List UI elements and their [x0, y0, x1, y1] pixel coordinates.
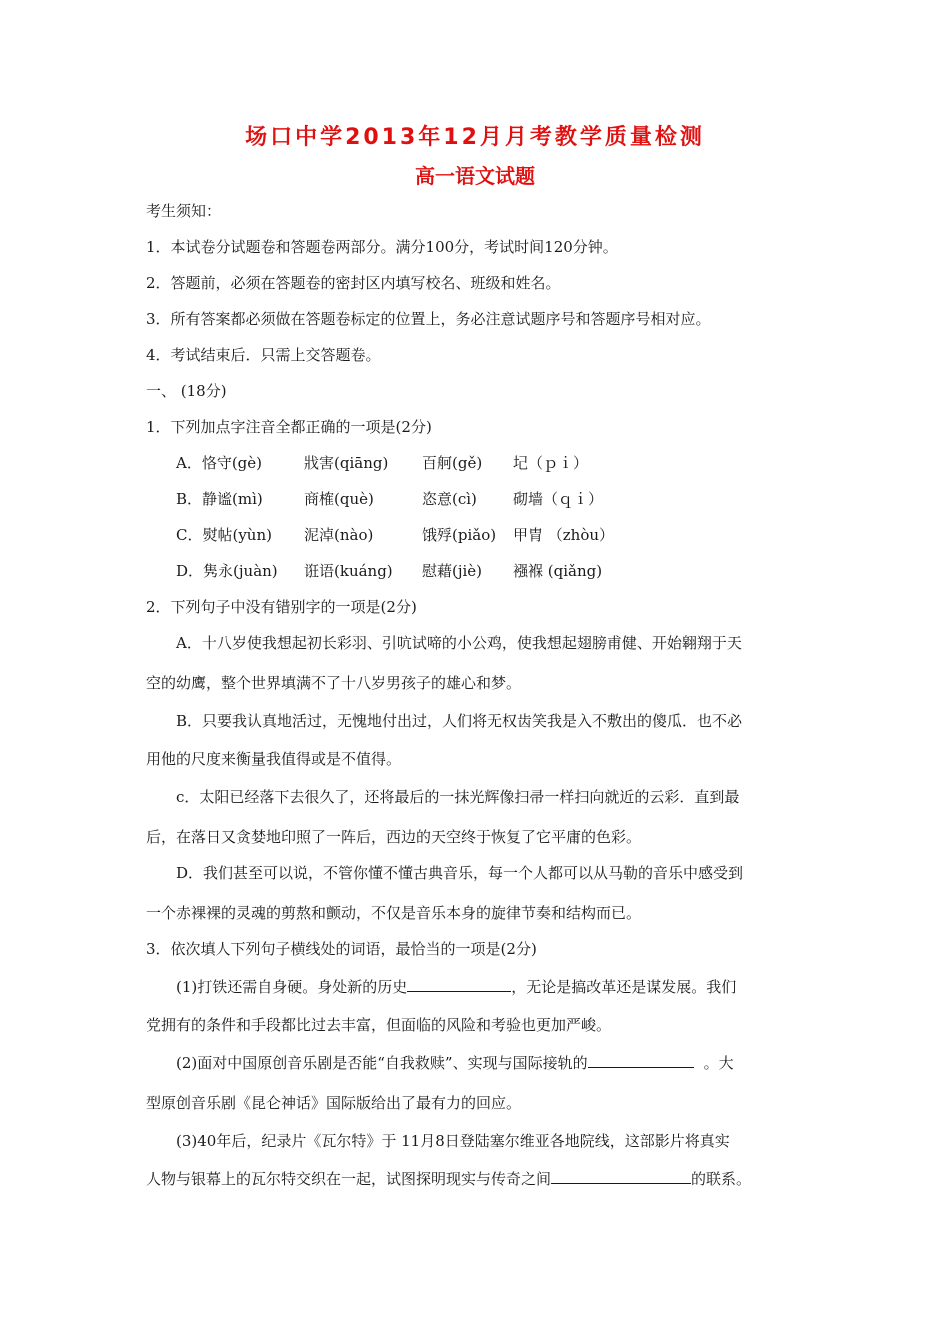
q1-option-b-word: 商榷(què) [304, 490, 374, 508]
notice-item: 1．本试卷分试题卷和答题卷两部分。满分100分，考试时间120分钟。 [146, 238, 618, 256]
q3-s3-text: 人物与银幕上的瓦尔特交织在一起，试图探明现实与传奇之间 [146, 1170, 552, 1188]
q2-option-d-line2: 一个赤裸裸的灵魂的剪熬和颤动，不仅是音乐本身的旋律节奏和结构而已。 [146, 904, 642, 922]
notice-item: 2．答题前，必须在答题卷的密封区内填写校名、班级和姓名。 [146, 274, 561, 292]
q3-s1-text: (1)打铁还需自身硬。身处新的历史 [176, 978, 408, 996]
q1-option-a-word: 圮（ｐｉ） [513, 454, 589, 472]
answer-blank [551, 1169, 691, 1184]
exam-title: 场口中学2013年12月月考教学质量检测 [245, 125, 705, 150]
q1-option-b-word: 恣意(cì) [422, 490, 477, 508]
question-1-stem: 1．下列加点字注音全都正确的一项是(2分) [146, 418, 432, 436]
notice-item: 3．所有答案都必须做在答题卷标定的位置上，务必注意试题序号和答题序号相对应。 [146, 310, 711, 328]
q1-option-c: C．熨帖(yùn) [176, 526, 272, 544]
answer-blank [588, 1053, 694, 1068]
section-heading: 一、 (18分) [146, 382, 227, 400]
q3-sentence-2-line1 [176, 1052, 734, 1073]
notice-heading: 考生须知： [146, 202, 222, 220]
q1-option-d-word: 慰藉(jiè) [422, 562, 483, 580]
q2-option-d-line1: D．我们甚至可以说，不管你懂不懂古典音乐，每一个人都可以从马勒的音乐中感受到 [176, 864, 744, 882]
exam-subtitle: 高一语文试题 [415, 164, 535, 188]
q2-option-b-line2: 用他的尺度来衡量我值得或是不值得。 [146, 750, 402, 768]
q1-option-a: A．恪守(gè) [176, 454, 263, 472]
q3-sentence-1-line2: 党拥有的条件和手段都比过去丰富，但面临的风险和考验也更加严峻。 [146, 1016, 612, 1034]
q3-s3-text: 的联系。 [691, 1170, 752, 1188]
q2-option-a-line1: A．十八岁使我想起初长彩羽、引吭试啼的小公鸡，使我想起翅膀甫健、开始翱翔于天 [176, 634, 742, 652]
q1-option-b: B．静谧(mì) [176, 490, 263, 508]
question-3-stem: 3．依次填人下列句子横线处的词语，最恰当的一项是(2分) [146, 940, 537, 958]
q1-option-a-word: 戕害(qiāng) [304, 454, 389, 472]
q1-option-d-word: 诳语(kuáng) [304, 562, 393, 580]
answer-blank [407, 977, 511, 992]
notice-item: 4．考试结束后．只需上交答题卷。 [146, 346, 381, 364]
q1-option-a-word: 百舸(gě) [422, 454, 483, 472]
q3-s2-text: (2)面对中国原创音乐剧是否能“自我救赎”、实现与国际接轨的 [176, 1054, 588, 1072]
q3-sentence-2-line2: 型原创音乐剧《昆仑神话》国际版给出了最有力的回应。 [146, 1094, 522, 1112]
q2-option-a-line2: 空的幼鹰，整个世界填满不了十八岁男孩子的雄心和梦。 [146, 674, 522, 692]
q2-option-c-line2: 后，在落日又贪婪地印照了一阵后，西边的天空终于恢复了它平庸的色彩。 [146, 828, 642, 846]
q3-sentence-3-line1: (3)40年后，纪录片《瓦尔特》于 11月8日登陆塞尔维亚各地院线，这部影片将真实 [176, 1132, 730, 1150]
q1-option-c-word: 饿殍(piǎo) [422, 526, 497, 544]
q3-sentence-3-line2 [146, 1168, 751, 1189]
q1-option-d-word: 襁褓 (qiǎng) [513, 562, 603, 580]
q3-sentence-1-line1 [176, 976, 736, 997]
q3-s1-text: ，无论是搞改革还是谋发展。我们 [511, 978, 737, 996]
q3-s2-text: 。大 [703, 1054, 734, 1072]
q2-option-b-line1: B．只要我认真地活过，无愧地付出过，人们将无权齿笑我是入不敷出的傻瓜．也不必 [176, 712, 743, 730]
question-2-stem: 2．下列句子中没有错别字的一项是(2分) [146, 598, 417, 616]
q1-option-c-word: 甲胄 （zhòu） [513, 526, 615, 544]
q1-option-c-word: 泥淖(nào) [304, 526, 374, 544]
q2-option-c-line1: c．太阳已经落下去很久了，还将最后的一抹光辉像扫帚一样扫向就近的云彩．直到最 [176, 788, 740, 806]
q1-option-b-word: 砌墙（ｑｉ） [513, 490, 604, 508]
q1-option-d: D．隽永(juàn) [176, 562, 278, 580]
